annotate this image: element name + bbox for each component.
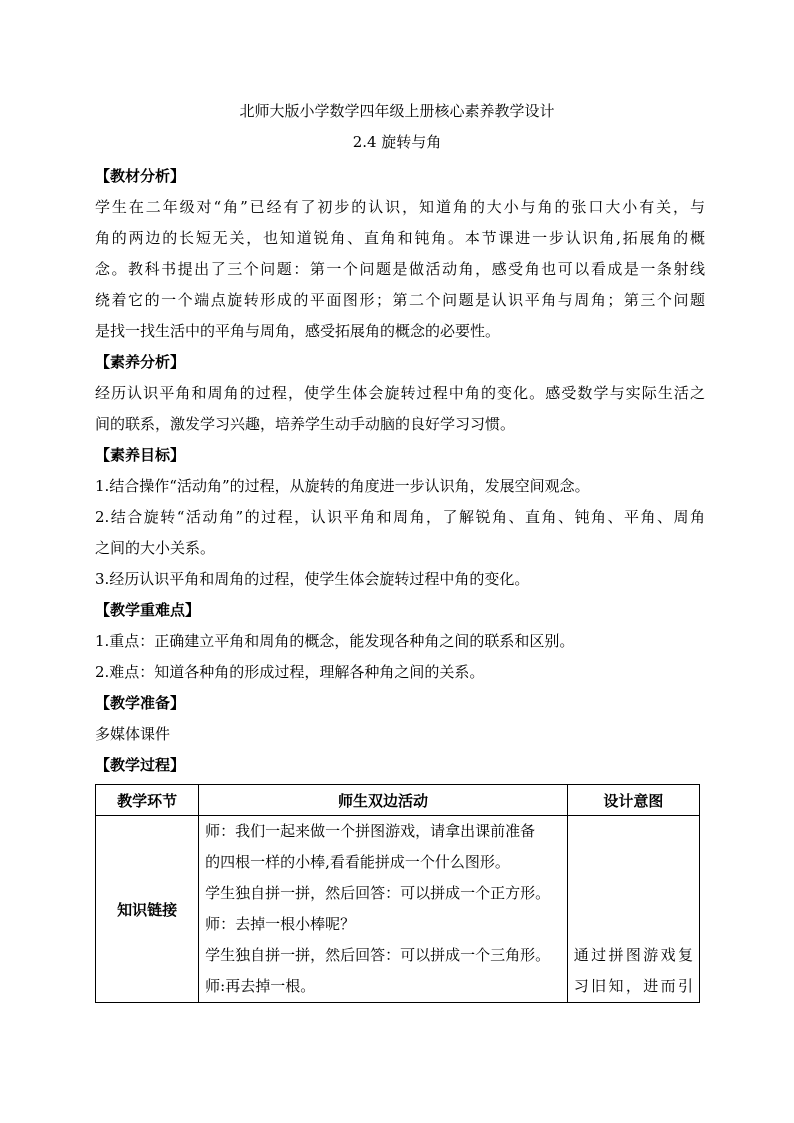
document-body: [95, 161, 705, 781]
section-heading-literacy-analysis: 【素养分析】: [95, 353, 186, 371]
preparation-item: 多媒体课件: [95, 725, 171, 743]
activity-line: 学生独自拼一拼，然后回答：可以拼成一个正方形。: [205, 884, 551, 902]
intent-cell: [567, 816, 699, 1003]
goal-item: 3.经历认识平角和周角的过程，使学生体会旋转过程中角的变化。: [95, 570, 530, 588]
section-heading-textbook-analysis: 【教材分析】: [95, 167, 186, 185]
document-title: 北师大版小学数学四年级上册核心素养教学设计: [239, 102, 555, 120]
table-header-row: [96, 785, 700, 816]
intent-line: 习旧知，进而引: [573, 977, 693, 995]
column-header-activity: 师生双边活动: [199, 785, 568, 816]
activity-line: 师：去掉一根小棒呢？: [205, 915, 356, 933]
paragraph-line: 学生在二年级对“角”已经有了初步的认识，知道角的大小与角的张口大小有关，与: [95, 198, 705, 216]
section-heading-literacy-goals: 【素养目标】: [95, 446, 186, 464]
section-heading-process: 【教学过程】: [95, 756, 186, 774]
teaching-process-table: [95, 784, 700, 1003]
paragraph-line: 角的两边的长短无关，也知道锐角、直角和钝角。本节课进一步认识角,拓展角的概: [95, 229, 705, 247]
column-header-stage: 教学环节: [96, 785, 199, 816]
activity-line: 学生独自拼一拼，然后回答：可以拼成一个三角形。: [205, 946, 551, 964]
column-header-intent: 设计意图: [567, 785, 699, 816]
goal-item: 1.结合操作“活动角”的过程，从旋转的角度进一步认识角，发展空间观念。: [95, 477, 590, 495]
lesson-subtitle: 2.4 旋转与角: [352, 133, 442, 151]
activity-line: 的四根一样的小棒,看看能拼成一个什么图形。: [205, 853, 510, 871]
activity-line: 师：我们一起来做一个拼图游戏，请拿出课前准备: [205, 822, 536, 840]
key-point-item: 2.难点：知道各种角的形成过程，理解各种角之间的关系。: [95, 663, 485, 681]
activity-line: 师:再去掉一根。: [205, 977, 316, 995]
paragraph-line: 念。教科书提出了三个问题：第一个问题是做活动角，感受角也可以看成是一条射线: [95, 260, 705, 278]
section-heading-key-points: 【教学重难点】: [95, 601, 201, 619]
table-row: [96, 816, 700, 1003]
activity-cell: [199, 816, 568, 1003]
intent-line: 通过拼图游戏复: [573, 946, 693, 964]
paragraph-line: 经历认识平角和周角的过程，使学生体会旋转过程中角的变化。感受数学与实际生活之: [95, 384, 705, 402]
stage-cell: 知识链接: [96, 816, 199, 1003]
goal-item-continued: 之间的大小关系。: [95, 539, 216, 557]
paragraph-line: 间的联系，激发学习兴趣，培养学生动手动脑的良好学习习惯。: [95, 415, 516, 433]
intent-text: [574, 940, 693, 1002]
paragraph-line: 是找一找生活中的平角与周角，感受拓展角的概念的必要性。: [95, 322, 501, 340]
key-point-item: 1.重点：正确建立平角和周角的概念，能发现各种角之间的联系和区别。: [95, 632, 575, 650]
goal-item: 2.结合旋转“活动角”的过程，认识平角和周角，了解锐角、直角、钝角、平角、周角: [95, 508, 705, 526]
section-heading-preparation: 【教学准备】: [95, 694, 186, 712]
paragraph-line: 绕着它的一个端点旋转形成的平面图形；第二个问题是认识平角与周角；第三个问题: [95, 291, 705, 309]
